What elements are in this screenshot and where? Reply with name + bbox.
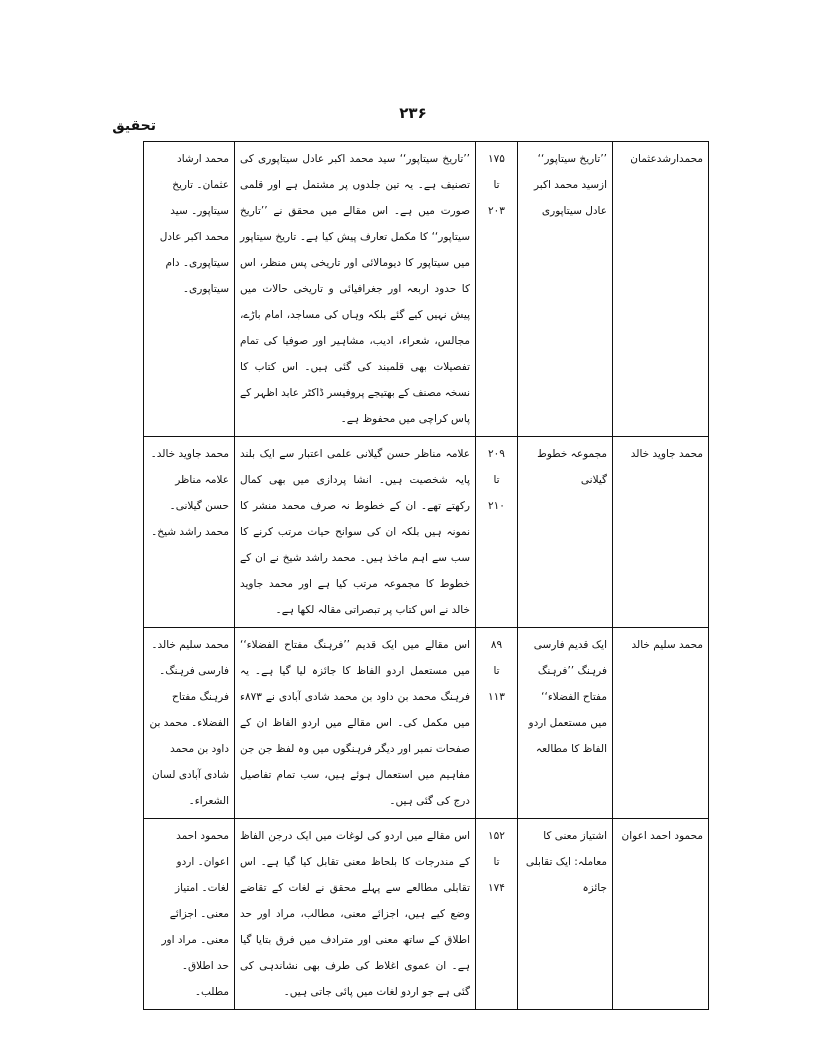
page-to: ۱۷۴ <box>488 882 505 894</box>
page-to-label: تا <box>493 665 500 677</box>
page-to: ۲۰۳ <box>488 205 505 217</box>
author-cell: محمدارشدعثمان <box>613 142 709 437</box>
pages-cell <box>476 628 518 819</box>
pages-cell <box>476 437 518 628</box>
keywords-cell: محمود احمد اعوان۔ اردو لغات۔ امتیاز معنی۔ اجزائے معنی۔ مراد اور حد اطلاق۔ مطلب۔ <box>144 819 235 1010</box>
author-cell: محمد جاوید خالد <box>613 437 709 628</box>
title-cell: ایک قدیم فارسی فرہنگ ’’فرہنگ مفتاح الفضلاء‘‘ میں مستعمل اردو الفاظ کا مطالعہ <box>518 628 613 819</box>
keywords-cell: محمد جاوید خالد۔ علامہ مناظر حسن گیلانی۔ محمد راشد شیخ۔ <box>144 437 235 628</box>
table-row <box>144 628 709 819</box>
table-row <box>144 437 709 628</box>
page-to: ۲۱۰ <box>488 500 505 512</box>
pages-cell <box>476 142 518 437</box>
page-to: ۱۱۳ <box>488 691 505 703</box>
title-cell: مجموعہ خطوط گیلانی <box>518 437 613 628</box>
summary-cell: ’’تاریخ سیتاپور‘‘ سید محمد اکبر عادل سیتاپوری کی تصنیف ہے۔ یہ تین جلدوں پر مشتمل ہے اور قلمی صورت میں ہے۔ اس مقالے میں محقق نے ’’تاریخ سیتاپور‘‘ کا مکمل تعارف پیش کیا ہے۔ تاریخ سیتاپور میں سیتاپور کا دیومالائی اور تاریخی پس منظر، اس کا حدود اربعہ اور جغرافیائی و تاریخی حالات میں پیش نہیں کیے گئے بلکہ وہاں کی مساجد، امام باڑے، مجالس، شعراء، ادیب، مشاہیر اور صوفیا کی تمام تفصیلات بھی قلمبند کی گئی ہیں۔ اس کتاب کا نسخہ مصنف کے بھتیجے پروفیسر ڈاکٹر عابد اظہر کے پاس کراچی میں محفوظ ہے۔ <box>235 142 476 437</box>
summary-cell: اس مقالے میں اردو کی لوغات میں ایک درجن الفاظ کے مندرجات کا بلحاظ معنی تقابل کیا گیا ہے۔ اس تقابلی مطالعے سے پہلے محقق نے لغات کے تقاضے وضع کیے ہیں، اجزائے معنی، مطالب، مراد اور حد اطلاق کے ساتھ معنی اور مترادف میں فرق بتایا گیا ہے۔ ان عموی اغلاط کی طرف بھی نشاندہی کی گئی ہے جو اردو لغات میں پائی جاتی ہیں۔ <box>235 819 476 1010</box>
page-to-label: تا <box>493 856 500 868</box>
title-cell: ’’تاریخ سیتاپور‘‘ ازسید محمد اکبر عادل سیتاپوری <box>518 142 613 437</box>
table-row <box>144 142 709 437</box>
page-to-label: تا <box>493 179 500 191</box>
summary-cell: علامہ مناظر حسن گیلانی علمی اعتبار سے ایک بلند پایہ شخصیت ہیں۔ انشا پردازی میں بھی کمال رکھتے تھے۔ ان کے خطوط نہ صرف محمد منشر کا نمونہ ہیں بلکہ ان کی سوانح حیات مرتب کرنے کا سب سے اہم ماخذ ہیں۔ محمد راشد شیخ نے ان کے خطوط کا مجموعہ مرتب کیا ہے اور محمد جاوید خالد نے اس کتاب پر تبصراتی مقالہ لکھا ہے۔ <box>235 437 476 628</box>
page-from: ۸۹ <box>490 639 503 651</box>
summary-cell: اس مقالے میں ایک قدیم ’’فرہنگ مفتاح الفضلاء‘‘ میں مستعمل اردو الفاظ کا جائزہ لیا گیا ہے۔ یہ فرہنگ محمد بن داود بن محمد شادی آبادی نے ۸۷۳ء میں مکمل کی۔ اس مقالے میں اردو الفاظ ان کے صفحات نمبر اور دیگر فرہنگوں میں وہ لفظ جن جن مفاہیم میں استعمال ہوئے ہیں، سب تمام تفاصیل درج کی گئی ہیں۔ <box>235 628 476 819</box>
page-from: ۱۷۵ <box>488 153 505 165</box>
page-from: ۱۵۲ <box>488 830 505 842</box>
records-table <box>143 141 709 1010</box>
title-cell: اشتیاز معنی کا معاملہ: ایک تقابلی جائزہ <box>518 819 613 1010</box>
author-cell: محمود احمد اعوان <box>613 819 709 1010</box>
pages-cell <box>476 819 518 1010</box>
running-head: تحقیق <box>112 118 156 134</box>
page-from: ۲۰۹ <box>488 448 505 460</box>
page-number: ۲۳۶ <box>399 104 427 122</box>
keywords-cell: محمد ارشاد عثمان۔ تاریخ سیتاپور۔ سید محمد اکبر عادل سیتاپوری۔ دام سیتاپوری۔ <box>144 142 235 437</box>
page-to-label: تا <box>493 474 500 486</box>
keywords-cell: محمد سلیم خالد۔ فارسی فرہنگ۔ فرہنگ مفتاح الفضلاء۔ محمد بن داود بن محمد شادی آبادی لسان الشعراء۔ <box>144 628 235 819</box>
table-row <box>144 819 709 1010</box>
author-cell: محمد سلیم خالد <box>613 628 709 819</box>
